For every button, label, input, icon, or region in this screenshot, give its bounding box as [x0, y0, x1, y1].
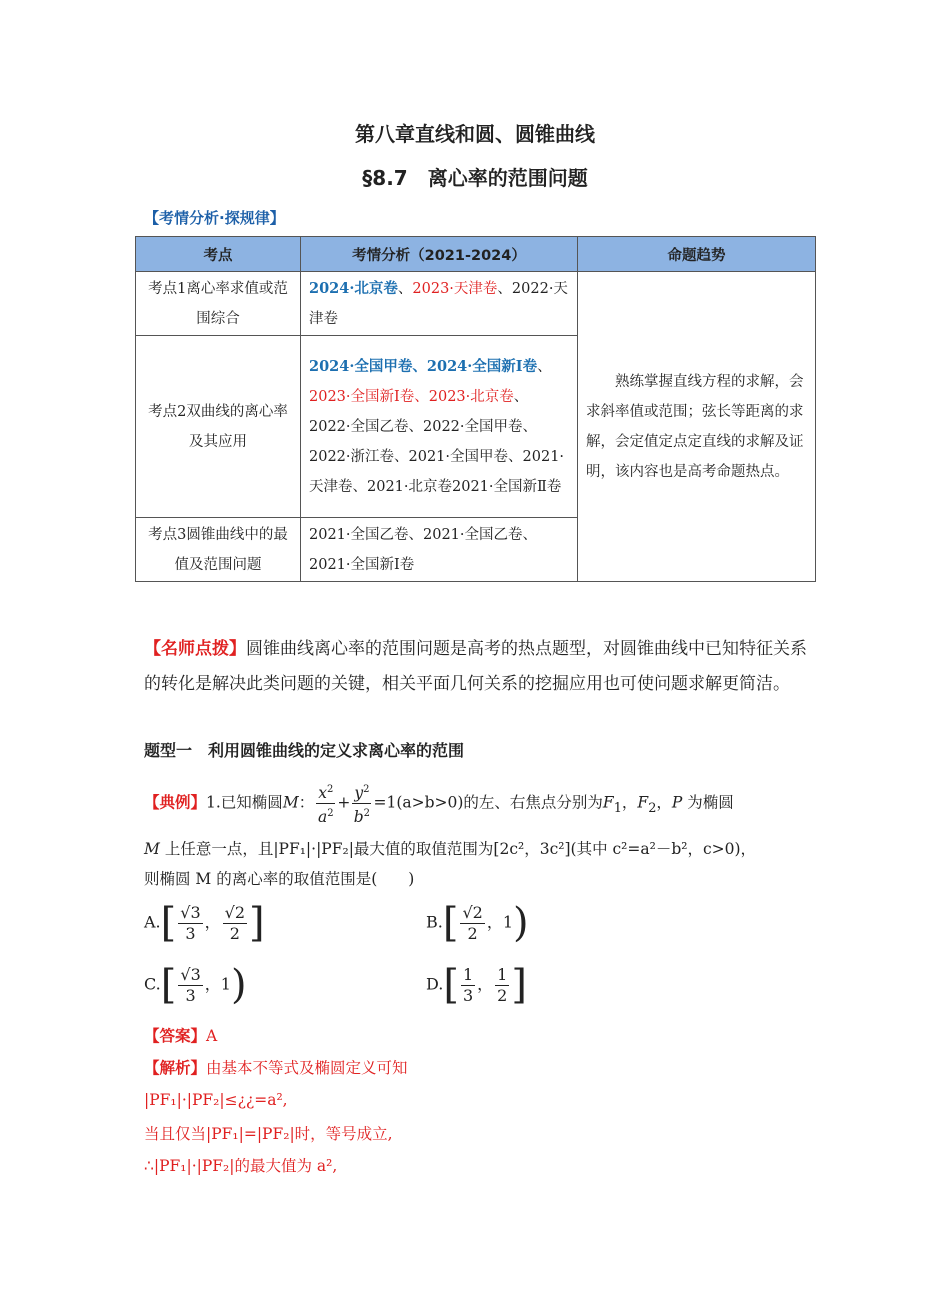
analysis-line-2: |PF₁|·|PF₂|≤¿¿=a², [144, 1091, 288, 1109]
section-title: §8.7 离心率的范围问题 [362, 166, 588, 190]
option-c[interactable]: C.[ $\frac{√3}{3}$ ，1) [144, 962, 247, 1008]
type-heading: 题型一 利用圆锥曲线的定义求离心率的范围 [144, 741, 465, 760]
option-b[interactable]: B.[ $\frac{√2}{2}$ ，1) [426, 900, 529, 946]
header-analysis: 考情分析（2021-2024） [301, 237, 578, 272]
example-line-1: 【典例】1.已知椭圆M： $\frac{x^2}{a^2}$ + $\frac{y^2}{b^2}$ =1(a>b>0)的左、右焦点分别为$F_1$，$F_2$，P 为椭圆 [144, 780, 734, 827]
example-line-2: M 上任意一点，且|PF₁|·|PF₂|最大值的取值范围为[2c²，3c²](其中 c²=a²－b²，c>0)， [144, 840, 757, 858]
chapter-title: 第八章直线和圆、圆锥曲线 [355, 122, 595, 146]
analysis-2: 2024·全国甲卷、2024·全国新Ⅰ卷、2023·全国新Ⅰ卷、2023·北京卷、2022·全国乙卷、2022·全国甲卷、2022·浙江卷、2021·全国甲卷、2021·天津卷、2021·北京卷2021·全国新Ⅱ卷 [301, 336, 578, 518]
point-2: 考点2双曲线的离心率及其应用 [136, 336, 301, 518]
analysis-line-1: 【解析】由基本不等式及椭圆定义可知 [144, 1058, 408, 1077]
analysis-1: 2024·北京卷、2023·天津卷、2022·天津卷 [301, 272, 578, 336]
exam-analysis-table [135, 236, 816, 582]
answer: 【答案】A [144, 1026, 218, 1045]
option-a[interactable]: A.[ $\frac{√3}{3}$ ， $\frac{√2}{2}$ ] [144, 900, 265, 946]
example-line-3: 则椭圆 M 的离心率的取值范围是( ) [144, 870, 415, 888]
analysis-section-label: 【考情分析·探规律】 [144, 209, 285, 227]
analysis-3: 2021·全国乙卷、2021·全国乙卷、2021·全国新Ⅰ卷 [301, 518, 578, 582]
teacher-tip: 【名师点拨】圆锥曲线离心率的范围问题是高考的热点题型，对圆锥曲线中已知特征关系的转化是解决此类问题的关键，相关平面几何关系的挖掘应用也可使问题求解更简洁。 [144, 639, 807, 694]
trend-cell: 熟练掌握直线方程的求解，会求斜率值或范围；弦长等距离的求解，会定值定点定直线的求解及证明，该内容也是高考命题热点。 [578, 272, 816, 582]
analysis-line-3: 当且仅当|PF₁|=|PF₂|时，等号成立, [144, 1125, 393, 1143]
header-point: 考点 [136, 237, 301, 272]
header-trend: 命题趋势 [578, 237, 816, 272]
option-d[interactable]: D.[ $\frac{1}{3}$ ， $\frac{1}{2}$ ] [426, 962, 527, 1008]
analysis-line-4: ∴|PF₁|·|PF₂|的最大值为 a², [144, 1157, 338, 1175]
point-3: 考点3圆锥曲线中的最值及范围问题 [136, 518, 301, 582]
point-1: 考点1离心率求值或范围综合 [136, 272, 301, 336]
